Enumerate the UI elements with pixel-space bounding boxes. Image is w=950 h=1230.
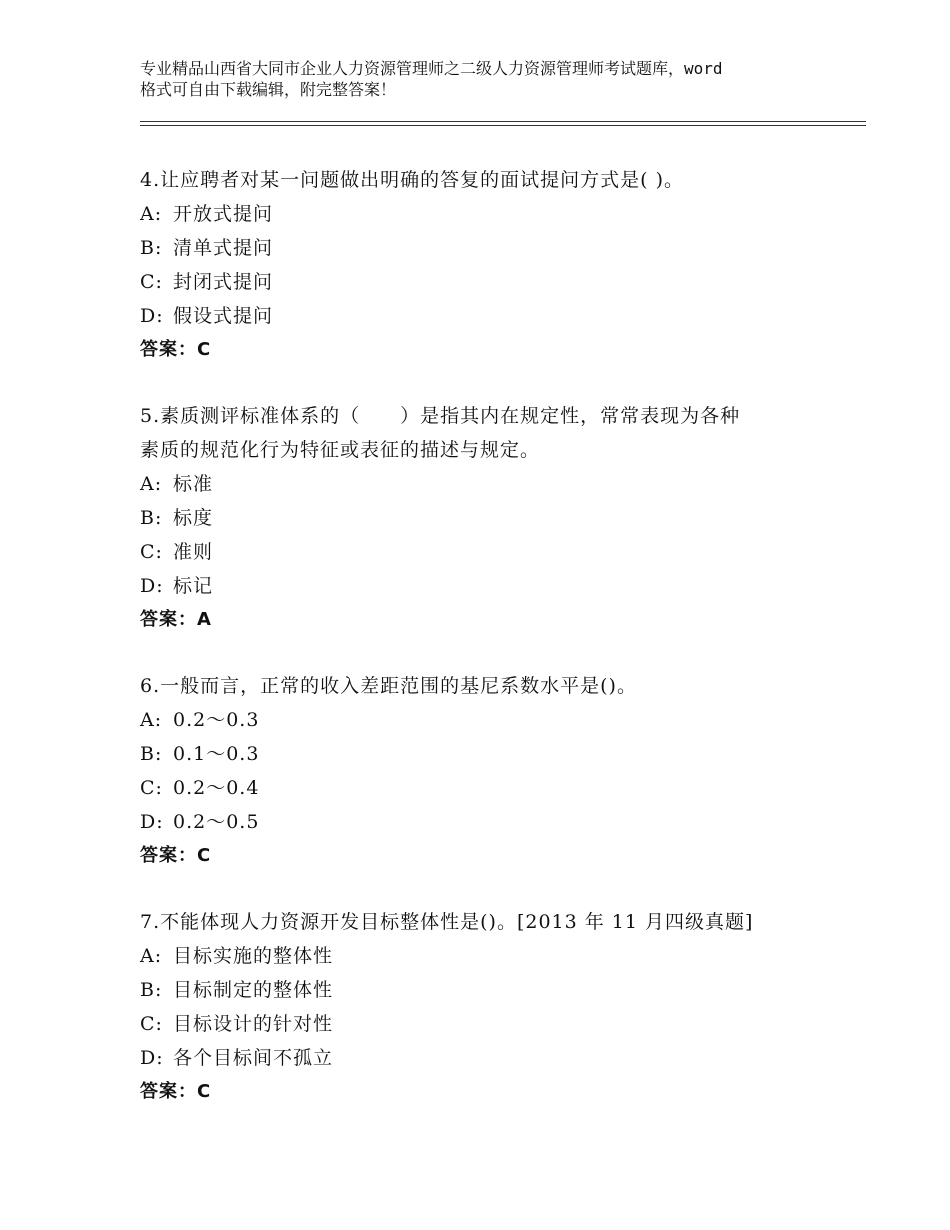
question-6 bbox=[140, 669, 820, 873]
question-7 bbox=[140, 905, 820, 1109]
question-stem bbox=[140, 669, 820, 703]
option-a bbox=[140, 939, 820, 973]
answer-line: 答案：A bbox=[140, 609, 212, 630]
header-divider-top bbox=[140, 121, 866, 122]
option-letter: B: bbox=[140, 743, 163, 765]
option-letter: C: bbox=[140, 541, 163, 563]
option-c bbox=[140, 535, 820, 569]
header-line-1: 专业精品山西省大同市企业人力资源管理师之二级人力资源管理师考试题库，word bbox=[140, 59, 723, 78]
option-letter: C: bbox=[140, 271, 163, 293]
answer-line: 答案：C bbox=[140, 845, 212, 866]
stem-line: 素质的规范化行为特征或表征的描述与规定。 bbox=[140, 439, 541, 461]
stem-line: 4.让应聘者对某一问题做出明确的答复的面试提问方式是( )。 bbox=[140, 169, 684, 191]
option-a bbox=[140, 197, 820, 231]
stem-line: 7.不能体现人力资源开发目标整体性是()。[2013 年 11 月四级真题] bbox=[140, 911, 754, 933]
option-letter: C: bbox=[140, 777, 163, 799]
option-b bbox=[140, 973, 820, 1007]
option-letter: A: bbox=[140, 709, 163, 731]
option-text: 0.2～0.4 bbox=[173, 777, 260, 799]
option-text: 目标制定的整体性 bbox=[173, 979, 334, 1001]
option-c bbox=[140, 1007, 820, 1041]
option-letter: A: bbox=[140, 473, 163, 495]
option-c bbox=[140, 771, 820, 805]
option-letter: D: bbox=[140, 575, 164, 597]
answer-line: 答案：C bbox=[140, 1081, 212, 1102]
option-text: 开放式提问 bbox=[173, 203, 274, 225]
option-letter: D: bbox=[140, 1047, 164, 1069]
option-letter: B: bbox=[140, 237, 163, 259]
question-list bbox=[140, 163, 820, 1141]
header-line-2: 格式可自由下载编辑，附完整答案！ bbox=[140, 80, 397, 99]
option-letter: B: bbox=[140, 507, 163, 529]
option-text: 标度 bbox=[173, 507, 214, 529]
option-text: 标准 bbox=[173, 473, 214, 495]
option-text: 封闭式提问 bbox=[173, 271, 274, 293]
question-stem bbox=[140, 163, 820, 197]
option-text: 0.2～0.3 bbox=[173, 709, 260, 731]
option-text: 目标实施的整体性 bbox=[173, 945, 334, 967]
option-letter: B: bbox=[140, 979, 163, 1001]
option-d bbox=[140, 1041, 820, 1075]
option-text: 清单式提问 bbox=[173, 237, 274, 259]
stem-line: 6.一般而言，正常的收入差距范围的基尼系数水平是()。 bbox=[140, 675, 637, 697]
option-text: 0.2～0.5 bbox=[173, 811, 260, 833]
option-d bbox=[140, 805, 820, 839]
option-text: 标记 bbox=[173, 575, 214, 597]
option-b bbox=[140, 231, 820, 265]
option-text: 0.1～0.3 bbox=[173, 743, 260, 765]
header-divider-bottom bbox=[140, 125, 866, 126]
question-stem bbox=[140, 905, 820, 939]
question-4 bbox=[140, 163, 820, 367]
option-letter: C: bbox=[140, 1013, 163, 1035]
option-text: 各个目标间不孤立 bbox=[173, 1047, 334, 1069]
answer-line: 答案：C bbox=[140, 339, 212, 360]
option-b bbox=[140, 501, 820, 535]
stem-line: 5.素质测评标准体系的（ ）是指其内在规定性，常常表现为各种 bbox=[140, 405, 741, 427]
option-d bbox=[140, 569, 820, 603]
option-letter: A: bbox=[140, 945, 163, 967]
option-d bbox=[140, 299, 820, 333]
option-a bbox=[140, 703, 820, 737]
option-letter: A: bbox=[140, 203, 163, 225]
option-b bbox=[140, 737, 820, 771]
option-text: 假设式提问 bbox=[173, 305, 274, 327]
option-a bbox=[140, 467, 820, 501]
question-stem bbox=[140, 399, 820, 467]
option-text: 目标设计的针对性 bbox=[173, 1013, 334, 1035]
option-letter: D: bbox=[140, 811, 164, 833]
question-5 bbox=[140, 399, 820, 637]
option-c bbox=[140, 265, 820, 299]
option-letter: D: bbox=[140, 305, 164, 327]
option-text: 准则 bbox=[173, 541, 214, 563]
document-header bbox=[140, 58, 840, 100]
